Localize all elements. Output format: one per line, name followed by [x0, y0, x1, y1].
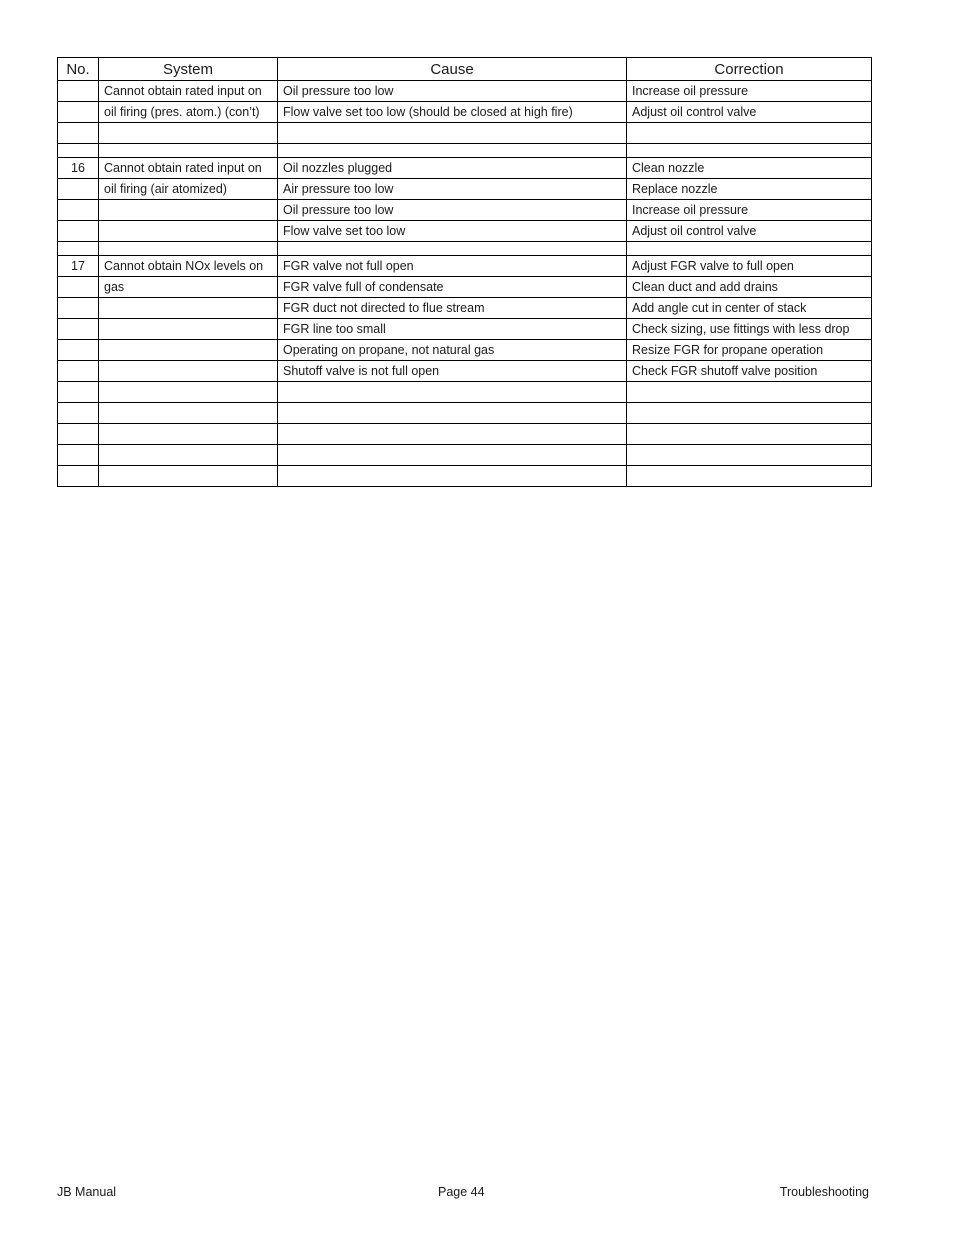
cell-no: [58, 445, 99, 466]
cell-no: [58, 466, 99, 487]
cell-correction: [627, 424, 872, 445]
cell-cause: Oil nozzles plugged: [278, 158, 627, 179]
header-system: System: [99, 58, 278, 81]
table-row: [58, 424, 872, 445]
table-row: [58, 81, 872, 102]
cell-correction: Check sizing, use fittings with less drop: [627, 319, 872, 340]
cell-correction: [627, 445, 872, 466]
cell-no: [58, 179, 99, 200]
cell-system: [99, 221, 278, 242]
cell-cause: FGR valve not full open: [278, 256, 627, 277]
cell-no: [58, 81, 99, 102]
cell-correction: Check FGR shutoff valve position: [627, 361, 872, 382]
table-row: [58, 158, 872, 179]
table-row: [58, 144, 872, 158]
table-row: [58, 361, 872, 382]
cell-no: [58, 319, 99, 340]
table-row: [58, 382, 872, 403]
cell-system: Cannot obtain rated input on: [99, 81, 278, 102]
cell-no: [58, 102, 99, 123]
cell-system: [99, 123, 278, 144]
table-row: [58, 200, 872, 221]
cell-cause: FGR valve full of condensate: [278, 277, 627, 298]
table-row: [58, 102, 872, 123]
cell-system: [99, 424, 278, 445]
cell-system: [99, 403, 278, 424]
cell-no: [58, 424, 99, 445]
cell-no: [58, 144, 99, 158]
cell-correction: Increase oil pressure: [627, 81, 872, 102]
table-row: [58, 466, 872, 487]
footer-manual-title: JB Manual: [57, 1185, 117, 1199]
cell-cause: Flow valve set too low: [278, 221, 627, 242]
cell-no: [58, 200, 99, 221]
cell-correction: Adjust oil control valve: [627, 221, 872, 242]
cell-system: [99, 144, 278, 158]
cell-cause: [278, 144, 627, 158]
cell-correction: Adjust oil control valve: [627, 102, 872, 123]
table-row: [58, 319, 872, 340]
cell-cause: [278, 382, 627, 403]
footer-section-name: Troubleshooting: [779, 1185, 869, 1199]
table-row: [58, 179, 872, 200]
cell-no: 17: [58, 256, 99, 277]
cell-system: [99, 200, 278, 221]
header-cause: Cause: [278, 58, 627, 81]
cell-cause: FGR duct not directed to flue stream: [278, 298, 627, 319]
cell-system: [99, 466, 278, 487]
cell-correction: Adjust FGR valve to full open: [627, 256, 872, 277]
table-row: [58, 221, 872, 242]
cell-correction: Increase oil pressure: [627, 200, 872, 221]
cell-no: 16: [58, 158, 99, 179]
cell-cause: [278, 403, 627, 424]
cell-cause: [278, 424, 627, 445]
cell-cause: FGR line too small: [278, 319, 627, 340]
cell-no: [58, 361, 99, 382]
table-row: [58, 123, 872, 144]
cell-system: gas: [99, 277, 278, 298]
cell-correction: Add angle cut in center of stack: [627, 298, 872, 319]
cell-no: [58, 221, 99, 242]
troubleshooting-table: [57, 57, 872, 487]
cell-cause: Shutoff valve is not full open: [278, 361, 627, 382]
table-row: [58, 242, 872, 256]
table-row: [58, 445, 872, 466]
cell-no: [58, 298, 99, 319]
cell-correction: Replace nozzle: [627, 179, 872, 200]
cell-cause: Operating on propane, not natural gas: [278, 340, 627, 361]
cell-system: Cannot obtain rated input on: [99, 158, 278, 179]
table-row: [58, 298, 872, 319]
cell-correction: Clean duct and add drains: [627, 277, 872, 298]
cell-system: [99, 340, 278, 361]
cell-correction: [627, 144, 872, 158]
cell-correction: Clean nozzle: [627, 158, 872, 179]
cell-cause: Oil pressure too low: [278, 81, 627, 102]
cell-cause: [278, 242, 627, 256]
cell-correction: [627, 382, 872, 403]
cell-no: [58, 123, 99, 144]
cell-correction: [627, 242, 872, 256]
cell-system: [99, 445, 278, 466]
cell-cause: [278, 445, 627, 466]
cell-correction: Resize FGR for propane operation: [627, 340, 872, 361]
table-row: [58, 340, 872, 361]
table-header-row: [58, 58, 872, 81]
cell-system: oil firing (pres. atom.) (con’t): [99, 102, 278, 123]
footer-page-number: Page 44: [438, 1185, 485, 1199]
table-row: [58, 256, 872, 277]
cell-correction: [627, 466, 872, 487]
cell-cause: Oil pressure too low: [278, 200, 627, 221]
cell-cause: [278, 123, 627, 144]
cell-system: [99, 361, 278, 382]
cell-cause: Flow valve set too low (should be closed at high fire): [278, 102, 627, 123]
header-no: No.: [58, 58, 99, 81]
cell-system: [99, 382, 278, 403]
cell-system: oil firing (air atomized): [99, 179, 278, 200]
cell-system: [99, 319, 278, 340]
cell-cause: Air pressure too low: [278, 179, 627, 200]
cell-system: [99, 242, 278, 256]
cell-no: [58, 382, 99, 403]
cell-system: [99, 298, 278, 319]
cell-no: [58, 242, 99, 256]
cell-no: [58, 277, 99, 298]
cell-cause: [278, 466, 627, 487]
table-row: [58, 277, 872, 298]
cell-correction: [627, 123, 872, 144]
table-row: [58, 403, 872, 424]
cell-system: Cannot obtain NOx levels on: [99, 256, 278, 277]
cell-no: [58, 340, 99, 361]
cell-no: [58, 403, 99, 424]
header-correction: Correction: [627, 58, 872, 81]
cell-correction: [627, 403, 872, 424]
